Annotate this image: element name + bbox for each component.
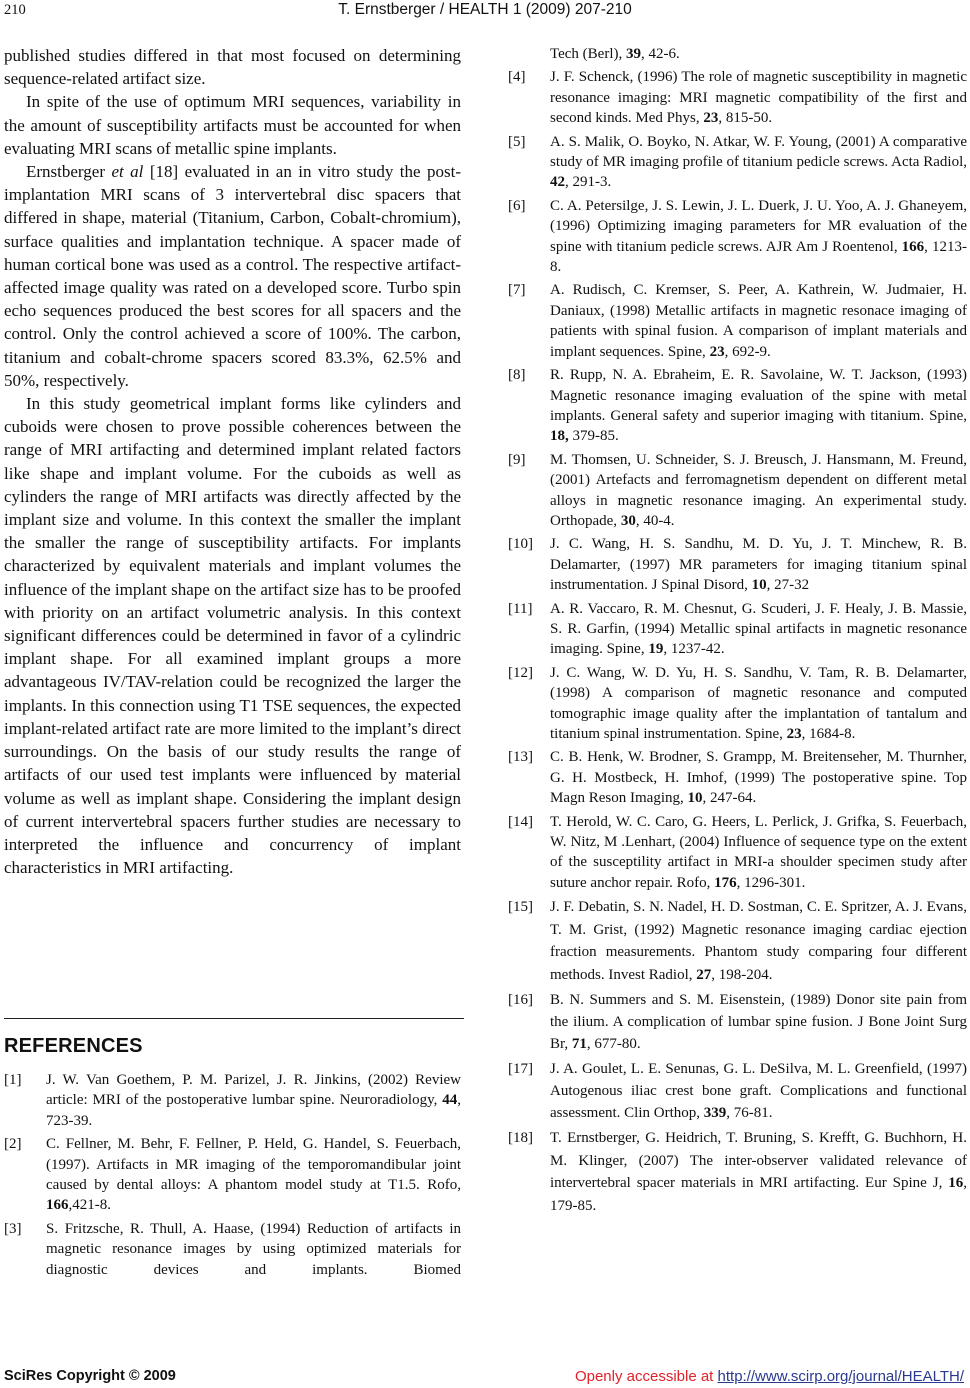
references-list-left xyxy=(4,1070,461,1283)
reference-item: [2] C. Fellner, M. Behr, F. Fellner, P. Held, G. Handel, S. Feuerbach, (1997). Artifacts in MR imaging of the temporomandibular joint caused by dental alloys: A phantom model study at T1.5. Rofo, 166,421-8. xyxy=(4,1136,461,1214)
reference-item: [14] T. Herold, W. C. Caro, G. Heers, L. Perlick, J. Grifka, S. Feuerbach, W. Nitz, M .Lenhart, (2004) Influence of sequence type on the extent of the susceptility artifact in MRI-a shoulder specimen study after suture anchor repair. Rofo, 176, 1296-301. xyxy=(508,813,967,891)
paragraph: published studies differed in that most focused on determining sequence-related artifact size. xyxy=(4,46,461,89)
copyright-notice: SciRes Copyright © 2009 xyxy=(4,1368,176,1384)
reference-continuation: Tech (Berl), 39, 42-6. xyxy=(550,46,680,62)
paragraph: Ernstberger et al [18] evaluated in an in vitro study the post-implantation MRI scans of 3 intervertebral disc spacers that differed in shape, material (Titanium, Carbon, Cobalt-chromium), surface qualities and implantation technique. A spacer made of human cortical bone was used as a control. The respective artifact-affected image quality was rated on a developed score. Turbo spin echo sequences produced the best scores for all spacers and the control. Only the control achieved a score of 100%. The carbon, titanium and cobalt-chrome spacers scored 83.3%, 62.5% and 50%, respectively. xyxy=(4,162,461,390)
italic-et-al: et al xyxy=(111,162,144,182)
running-head xyxy=(0,1,970,19)
journal-link[interactable]: http://www.scirp.org/journal/HEALTH/ xyxy=(717,1368,964,1385)
paragraph: In spite of the use of optimum MRI sequences, variability in the amount of susceptibility artifacts must be accounted for when evaluating MRI scans of metallic spine implants. xyxy=(4,92,461,158)
reference-item: [6] C. A. Petersilge, J. S. Lewin, J. L. Duerk, J. U. Yoo, A. J. Ghaneyem, (1996) Optimizing imaging parameters for MR evaluation of the spine with titanium pedicle screws. AJR Am J Roentenol, 166, 1213-8. xyxy=(508,197,967,276)
page-header xyxy=(0,0,970,22)
reference-item: [16] B. N. Summers and S. M. Eisenstein, (1989) Donor site pain from the ilium. A complication of lumbar spine fusion. J Bone Joint Surg Br, 71, 677-80. xyxy=(508,992,967,1053)
running-head-text: T. Ernstberger / HEALTH 1 (2009) 207-210 xyxy=(338,1,632,18)
reference-item: [11] A. R. Vaccaro, R. M. Chesnut, G. Scuderi, J. F. Healy, J. B. Massie, S. R. Garfin, (1994) Metallic spinal artifacts in magnetic resonance imaging. Spine, 19, 1237-42. xyxy=(508,600,967,658)
section-divider xyxy=(4,1018,464,1019)
reference-item: [12] J. C. Wang, W. D. Yu, H. S. Sandhu, V. Tam, R. B. Delamarter, (1998) A comparison of magnetic resonance and computed tomographic image quality after the implantation of tantalum and titanium spinal instrumentation. Spine, 23, 1684-8. xyxy=(508,664,967,742)
open-access-notice: Openly accessible at http://www.scirp.org/journal/HEALTH/ xyxy=(574,1368,964,1385)
page-footer xyxy=(0,1368,970,1388)
reference-item: [8] R. Rupp, N. A. Ebraheim, E. R. Savolaine, W. T. Jackson, (1993) Magnetic resonance imaging evaluation of the spine with metal implants. General safety and superior imaging with titanium. Spine, 18, 379-85. xyxy=(508,367,967,445)
reference-item: [3] S. Fritzsche, R. Thull, A. Haase, (1994) Reduction of artifacts in magnetic resonance images by using optimized materials for diagnostic devices and implants. Biomed xyxy=(4,1220,461,1278)
reference-item: [10] J. C. Wang, H. S. Sandhu, M. D. Yu, J. T. Minchew, R. B. Delamarter, (1997) MR parameters for imaging titanium spinal instrumentation. J Spinal Disord, 10, 27-32 xyxy=(508,536,967,594)
page-number: 210 xyxy=(4,2,26,18)
reference-item: [4] J. F. Schenck, (1996) The role of magnetic susceptibility in magnetic resonance imaging: MRI magnetic compatibility of the first and second kinds. Med Phys, 23, 815-50. xyxy=(508,69,967,127)
paragraph: In this study geometrical implant forms like cylinders and cuboids were chosen to prove possible coherences between the range of MRI artifacting and determined implant related factors like shape and implant volume. For the cuboids as well as cylinders the range of MRI artifacts was directly affected by the implant size and volume. In this context the smaller the implant the smaller the range of susceptibility artifacts. For implants characterized by equivalent materials and implant volumes the influence of the implant shape on the artifact size has to be proofed with priority on an artifact volumetric analysis. In this context significant differences could be determined in favor of a cylindric implant shape. For all examined implant groups a more advantageous IV/TAV-relation could be recognized the larger the implants. In this connection using T1 TSE sequences, the expected implant-related artifact rate are more limited to the implant’s direct surroundings. On the basis of our study results the range of artifacts of our used test implants were influenced by material volume as well as implant shape. Considering the implant design of current intervertebral spacers further studies are necessary to interpreted the influence and concurrency of implant characteristics in MRI artifacting. xyxy=(4,394,461,878)
reference-item: [1] J. W. Van Goethem, P. M. Parizel, J. R. Jinkins, (2002) Review article: MRI of the postoperative lumbar spine. Neuroradiology, 44, 723-39. xyxy=(4,1072,461,1129)
reference-item: [17] J. A. Goulet, L. E. Senunas, G. L. DeSilva, M. L. Greenfield, (1997) Autogenous iliac crest bone graft. Complications and functional assessment. Clin Orthop, 339, 76-81. xyxy=(508,1061,967,1122)
references-heading: REFERENCES xyxy=(4,1035,143,1057)
reference-item: [18] T. Ernstberger, G. Heidrich, T. Bruning, S. Krefft, G. Buchhorn, H. M. Klinger, (2007) The inter-observer validated relevance of intervertebral spacer materials in MRI artifacting. Eur Spine J, 16, 179-85. xyxy=(508,1130,967,1214)
reference-item: [7] A. Rudisch, C. Kremser, S. Peer, A. Kathrein, W. Judmaier, H. Daniaux, (1998) Metallic artifacts in magnetic resonace imaging of patients with spinal fusion. A comparison of implant materials and implant sequences. Spine, 23, 692-9. xyxy=(508,282,967,360)
reference-item: [9] M. Thomsen, U. Schneider, S. J. Breusch, J. Hansmann, M. Freund, (2001) Artefacts and ferromagnetism dependent on different metal alloys in magnetic resonance imaging. An experimental study. Orthopade, 30, 40-4. xyxy=(508,451,967,529)
reference-item: [15] J. F. Debatin, S. N. Nadel, H. D. Sostman, C. E. Spritzer, A. J. Evans, T. M. Grist, (1992) Magnetic resonance imaging cardiac ejection fraction measurements. Phantom study comparing four different methods. Invest Radiol, 27, 198-204. xyxy=(508,899,967,983)
reference-item: [5] A. S. Malik, O. Boyko, N. Atkar, W. F. Young, (2001) A comparative study of MR imaging profile of titanium pedicle screws. Acta Radiol, 42, 291-3. xyxy=(508,133,967,191)
references-list-right xyxy=(508,44,967,1220)
body-text-column xyxy=(4,44,461,879)
reference-item: [13] C. B. Henk, W. Brodner, S. Grampp, M. Breitenseher, M. Thurnher, G. H. Mostbeck, H. Imhof, (1999) The postoperative spine. Top Magn Reson Imaging, 10, 247-64. xyxy=(508,749,967,807)
